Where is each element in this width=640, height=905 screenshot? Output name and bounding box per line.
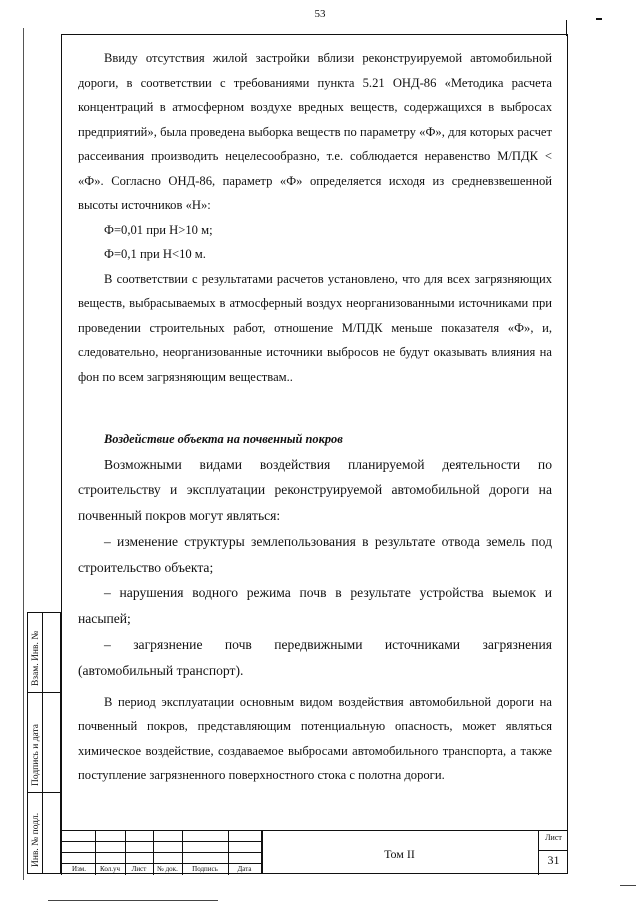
- paragraph-operation: В период эксплуатации основным видом воздействия автомобильной дороги на почвенный покров, представляющим потенциальную опасность, может являться химическое воздействие, создаваемое выбросами автомобильного транспорта, а также поступление загрязненного поверхностного стока с полотна дороги.: [78, 694, 552, 783]
- col-list: Лист: [131, 865, 147, 873]
- document-body: [78, 46, 552, 788]
- strip-cell-vzam: [28, 613, 60, 693]
- col-doc-no: № док.: [157, 865, 178, 873]
- col-data: Дата: [237, 865, 252, 873]
- right-dash: [620, 885, 636, 886]
- col-kol-uch: Кол.уч: [100, 865, 120, 873]
- side-stamp-strip: [27, 612, 61, 874]
- strip-cell-podpis: [28, 693, 60, 793]
- paragraph-intro: Ввиду отсутствия жилой застройки вблизи реконструируемой автомобильной дороги, в соответствии с требованиями пункта 5.21 ОНД-86 «Методика расчета концентраций в атмосферном воздухе вредных веществ, содержащихся в выбросах предприятий», была проведена выборка веществ по параметру «Ф», для которых расчет рассеивания производить нецелесообразно, т.е. соблюдается неравенство М/ПДК < «Ф». Согласно ОНД-86, параметр «Ф» определяется исходя из средневзвешенной высоты источников «Н»:: [78, 51, 552, 212]
- paragraph-impacts: Возможными видами воздействия планируемой деятельности по строительству и эксплуатации реконструируемой автомобильной дороги на почвенный покров могут являться:: [78, 456, 552, 524]
- sheet-number: 31: [539, 850, 568, 868]
- formula-line-2: Ф=0,1 при Н<10 м.: [104, 247, 206, 261]
- strip-cell-inv: [28, 793, 60, 873]
- label-inv-podl: Инв. № подл.: [31, 812, 41, 867]
- label-vzam-inv: Взам. Инв. №: [31, 630, 41, 686]
- list-item: – нарушения водного режима почв в результате устройства выемок и насыпей;: [78, 585, 552, 627]
- volume-label: Том II: [384, 847, 415, 861]
- corner-stub: [596, 18, 602, 20]
- bottom-rule: [48, 900, 218, 901]
- sheet-label: Лист: [545, 833, 562, 842]
- formula-line-1: Ф=0,01 при Н>10 м;: [104, 222, 213, 237]
- page-number: 53: [314, 8, 326, 20]
- revision-grid: [61, 831, 261, 875]
- section-heading: Воздействие объекта на почвенный покров: [104, 432, 343, 446]
- col-izm: Изм.: [72, 865, 86, 873]
- paragraph-results: В соответствии с результатами расчетов установлено, что для всех загрязняющих веществ, выбрасываемых в атмосферный воздух неорганизованными источниками при проведении строительных работ, отношение М/ПДК меньше показателя «Ф», и, следовательно, неорганизованные источники выбросов не будут оказывать влияния на фон по всем загрязняющим веществам..: [78, 271, 552, 384]
- list-item: – загрязнение почв передвижными источниками загрязнения (автомобильный транспорт).: [78, 637, 552, 678]
- col-podpis: Подпись: [192, 865, 218, 873]
- title-block: [61, 830, 568, 874]
- binding-margin-line: [23, 28, 24, 880]
- sheet-box: [538, 831, 568, 875]
- frame-corner-mark: [566, 20, 567, 36]
- label-podpis-data: Подпись и дата: [31, 723, 41, 786]
- list-item: – изменение структуры землепользования в результате отвода земель под строительство объекта;: [78, 533, 552, 575]
